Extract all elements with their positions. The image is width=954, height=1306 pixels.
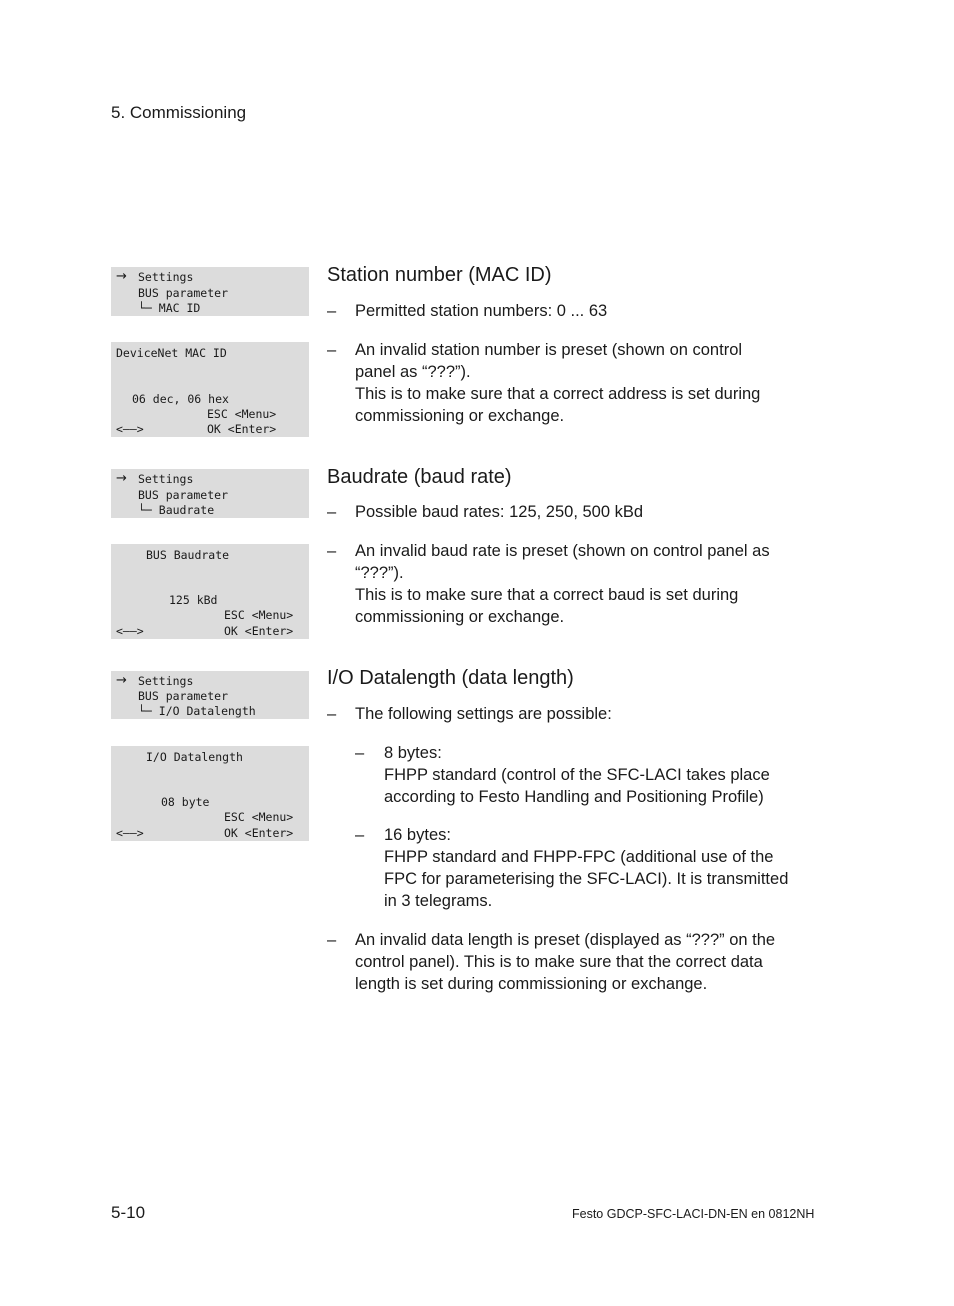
dash-bullet: – xyxy=(327,705,337,723)
item-text: An invalid baud rate is preset (shown on control panel as xyxy=(355,542,770,560)
list-item xyxy=(355,929,775,995)
lcd-mac-id xyxy=(111,342,309,437)
arrow-right-icon: → xyxy=(116,269,127,284)
item-text: commissioning or exchange. xyxy=(355,608,565,626)
dash-bullet: – xyxy=(327,302,337,320)
item-text: length is set during commissioning or exchange. xyxy=(355,975,708,993)
lcd-title: BUS Baudrate xyxy=(146,548,230,562)
item-text: FHPP standard (control of the SFC-LACI takes place xyxy=(384,766,770,784)
lcd-ok: OK <Enter> xyxy=(224,826,294,840)
dash-bullet: – xyxy=(327,542,337,560)
list-item xyxy=(355,703,612,725)
lcd-esc: ESC <Menu> xyxy=(207,407,277,421)
dash-bullet: – xyxy=(327,503,337,521)
section-heading-station: Station number (MAC ID) xyxy=(327,264,552,286)
dash-bullet: – xyxy=(355,744,365,762)
section-heading-baudrate: Baudrate (baud rate) xyxy=(327,466,512,488)
lcd-line: └─ MAC ID xyxy=(138,301,201,315)
arrow-right-icon: → xyxy=(116,471,127,486)
item-text: 16 bytes: xyxy=(384,826,451,844)
lcd-ok: OK <Enter> xyxy=(207,422,277,436)
item-text: according to Festo Handling and Positioning Profile) xyxy=(384,788,764,806)
item-text: control panel). This is to make sure that the correct data xyxy=(355,953,763,971)
lcd-value: 125 kBd xyxy=(169,593,218,607)
lcd-io-datalength xyxy=(111,746,309,841)
lcd-line: Settings xyxy=(138,472,194,486)
item-text: FHPP standard and FHPP-FPC (additional use of the xyxy=(384,848,774,866)
lcd-line: Settings xyxy=(138,270,194,284)
lcd-ok: OK <Enter> xyxy=(224,624,294,638)
item-text: An invalid data length is preset (displayed as “???” on the xyxy=(355,931,776,949)
item-text: An invalid station number is preset (shown on control xyxy=(355,341,743,359)
document-id: Festo GDCP-SFC-LACI-DN-EN en 0812NH xyxy=(572,1207,815,1221)
item-text: Permitted station numbers: 0 ... 63 xyxy=(355,302,608,320)
dash-bullet: – xyxy=(327,931,337,949)
list-item xyxy=(355,300,607,322)
page-number: 5-10 xyxy=(111,1203,146,1222)
lcd-menu-io-datalength xyxy=(111,671,309,719)
item-text: The following settings are possible: xyxy=(355,705,612,723)
list-item xyxy=(355,540,770,628)
item-text: “???”). xyxy=(355,564,404,582)
section-heading-io-datalength: I/O Datalength (data length) xyxy=(327,667,574,689)
lcd-line: └─ Baudrate xyxy=(138,503,215,517)
lcd-title: I/O Datalength xyxy=(146,750,243,764)
item-text: This is to make sure that a correct address is set during xyxy=(355,385,761,403)
sub-list-item xyxy=(384,742,770,808)
lcd-nav: <——> xyxy=(116,422,144,436)
arrow-right-icon: → xyxy=(116,673,127,688)
item-text: Possible baud rates: 125, 250, 500 kBd xyxy=(355,503,644,521)
lcd-esc: ESC <Menu> xyxy=(224,608,294,622)
lcd-line: BUS parameter xyxy=(138,689,229,703)
item-text: panel as “???”). xyxy=(355,363,471,381)
lcd-nav: <——> xyxy=(116,624,144,638)
lcd-baudrate xyxy=(111,544,309,639)
dash-bullet: – xyxy=(327,341,337,359)
lcd-line: └─ I/O Datalength xyxy=(138,704,256,718)
lcd-esc: ESC <Menu> xyxy=(224,810,294,824)
item-text: FPC for parameterising the SFC-LACI). It is transmitted xyxy=(384,870,789,888)
lcd-line: BUS parameter xyxy=(138,488,229,502)
lcd-value: 08 byte xyxy=(161,795,210,809)
lcd-menu-baudrate xyxy=(111,469,309,518)
lcd-value: 06 dec, 06 hex xyxy=(132,392,229,406)
item-text: This is to make sure that a correct baud is set during xyxy=(355,586,739,604)
sub-list-item xyxy=(384,824,788,912)
lcd-line: Settings xyxy=(138,674,194,688)
chapter-header: 5. Commissioning xyxy=(111,103,247,122)
list-item xyxy=(355,339,760,427)
lcd-menu-mac-id xyxy=(111,267,309,316)
lcd-line: BUS parameter xyxy=(138,286,229,300)
list-item xyxy=(355,501,643,523)
lcd-nav: <——> xyxy=(116,826,144,840)
lcd-title: DeviceNet MAC ID xyxy=(116,346,227,360)
item-text: in 3 telegrams. xyxy=(384,892,493,910)
item-text: 8 bytes: xyxy=(384,744,442,762)
dash-bullet: – xyxy=(355,826,365,844)
item-text: commissioning or exchange. xyxy=(355,407,565,425)
